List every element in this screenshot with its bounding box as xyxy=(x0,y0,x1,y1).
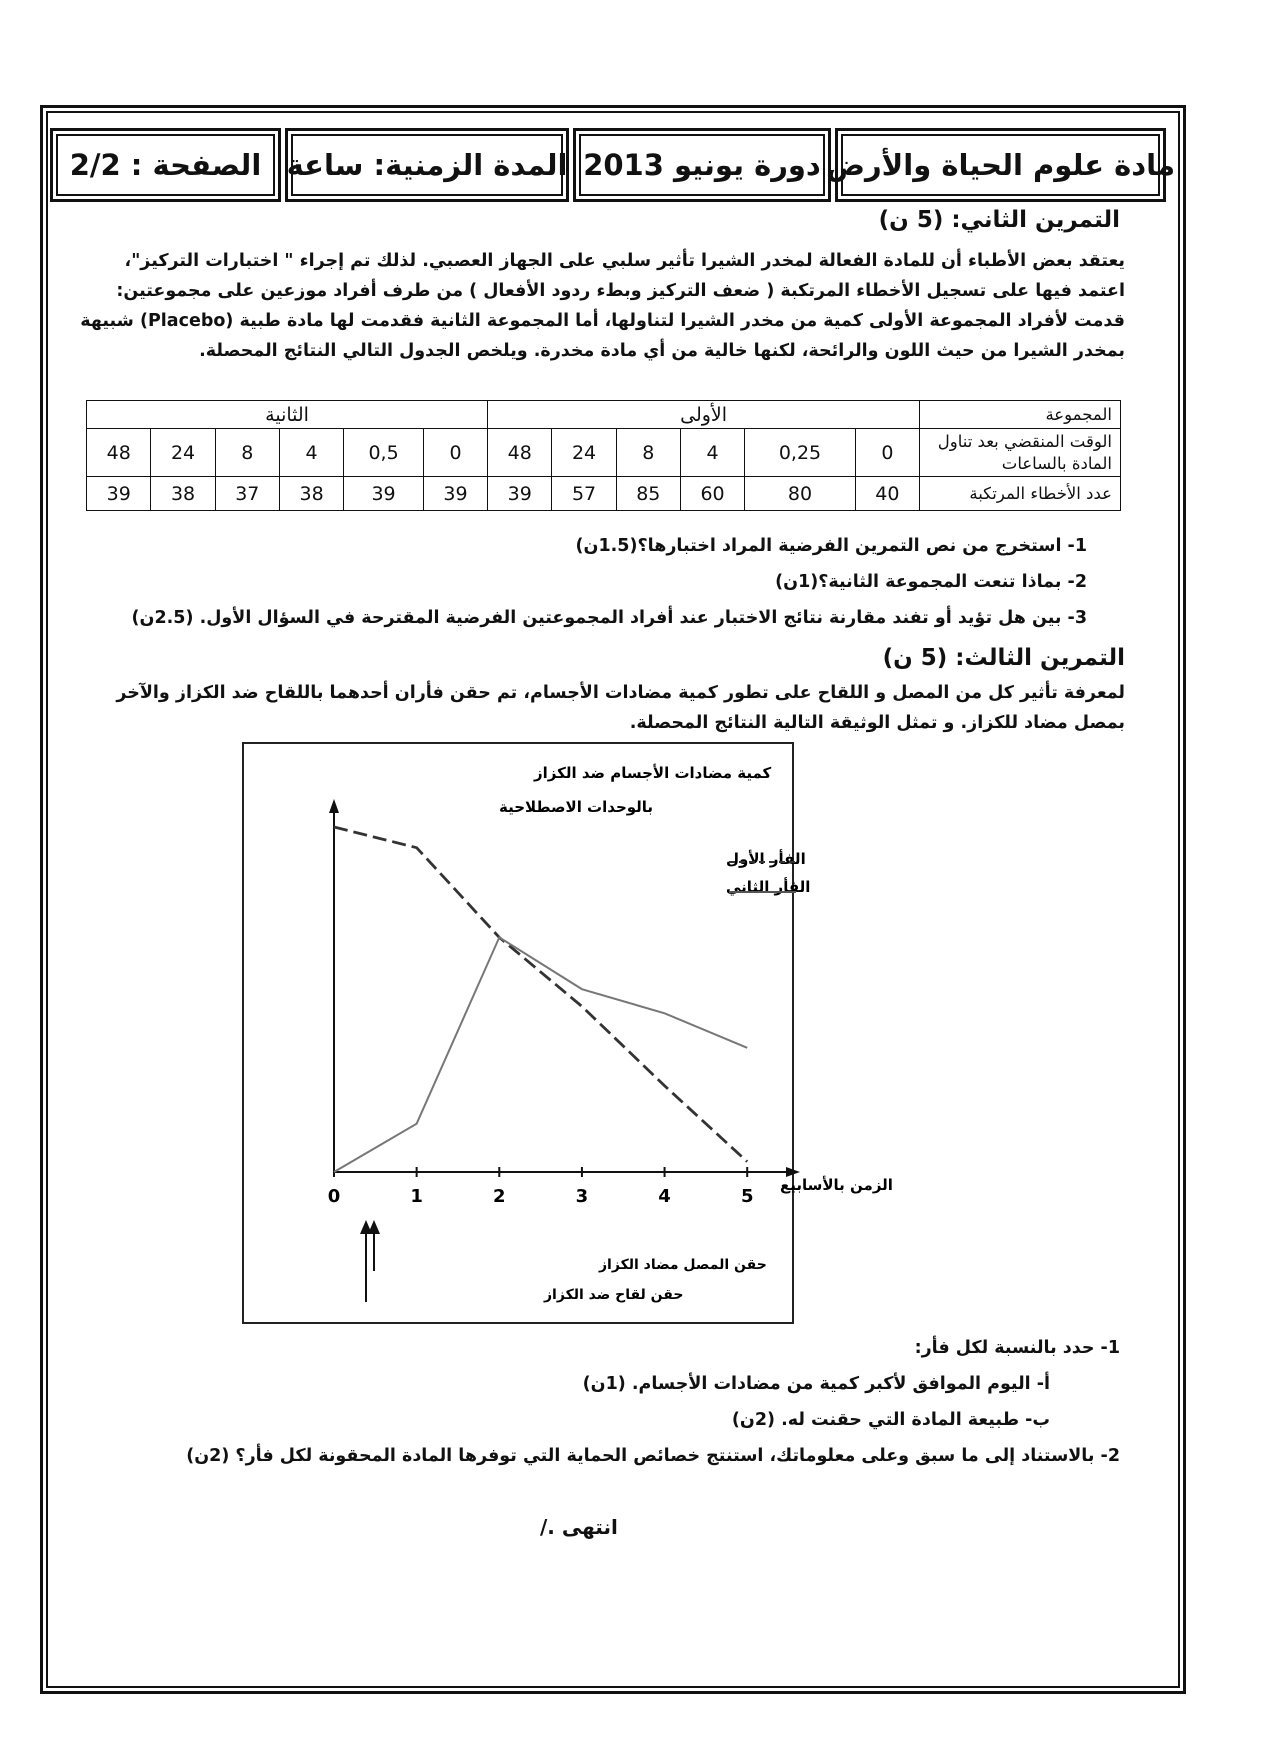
time-cell: 8 xyxy=(616,429,680,477)
exercise2-title: التمرين الثاني: (5 ن) xyxy=(878,207,1120,233)
group2-label: الثانية xyxy=(87,401,488,429)
time-cell: 0 xyxy=(855,429,919,477)
annotation-serum: حقن المصل مضاد الكزاز xyxy=(599,1257,767,1273)
antibody-chart xyxy=(242,742,893,1324)
time-cell: 48 xyxy=(87,429,151,477)
x-tick-label: 1 xyxy=(410,1186,423,1207)
exercise3-line: بمصل مضاد للكزاز. و تمثل الوثيقة التالية النتائج المحصلة. xyxy=(629,713,1125,733)
subject-box xyxy=(825,128,1176,202)
time-cell: 0,5 xyxy=(344,429,424,477)
exercise2-question-3: 3- بين هل تؤيد أو تفند مقارنة نتائج الاختبار عند أفراد المجموعتين الفرضية المقترحة في السؤال الأول. (2.5ن) xyxy=(131,608,1087,628)
errors-cell: 39 xyxy=(423,477,487,511)
table-row xyxy=(87,429,1121,477)
y-axis-label: كمية مضادات الأجسام ضد الكزاز xyxy=(534,764,772,782)
exercise3-question-1b: ب- طبيعة المادة التي حقنت له. (2ن) xyxy=(731,1410,1050,1430)
x-tick-label: 5 xyxy=(740,1186,754,1207)
errors-cell: 38 xyxy=(279,477,343,511)
time-cell: 48 xyxy=(488,429,552,477)
y-axis-arrowhead xyxy=(329,799,339,813)
time-cell: 8 xyxy=(215,429,279,477)
x-tick-label: 4 xyxy=(658,1186,671,1207)
table-row xyxy=(87,477,1121,511)
errors-cell: 37 xyxy=(215,477,279,511)
exercise2-line: بمخدر الشيرا من حيث اللون والرائحة، لكنها خالية من أي مادة مخدرة. ويلخص الجدول التالي النتائج المحصلة. xyxy=(199,341,1125,361)
errors-cell: 57 xyxy=(552,477,616,511)
x-tick-label: 0 xyxy=(327,1186,341,1207)
x-tick-label: 2 xyxy=(493,1186,506,1207)
exercise3-question-1: 1- حدد بالنسبة لكل فأر: xyxy=(914,1338,1120,1358)
time-cell: 24 xyxy=(151,429,215,477)
results-table xyxy=(86,400,1121,511)
errors-cell: 80 xyxy=(745,477,856,511)
x-tick-label: 3 xyxy=(575,1186,589,1207)
chart-svg xyxy=(244,744,893,1322)
time-cell: 0,25 xyxy=(745,429,856,477)
exercise3-question-1a: أ- اليوم الموافق لأكبر كمية من مضادات الأجسام. (1ن) xyxy=(582,1374,1050,1394)
subject: مادة علوم الحياة والأرض xyxy=(825,148,1176,182)
table-row xyxy=(87,401,1121,429)
errors-cell: 40 xyxy=(855,477,919,511)
errors-cell: 39 xyxy=(488,477,552,511)
legend-label: الفأر الثاني xyxy=(726,878,811,896)
exercise3-text xyxy=(75,678,1125,738)
time-cell: 24 xyxy=(552,429,616,477)
duration-box xyxy=(285,128,569,202)
exercise3-title: التمرين الثالث: (5 ن) xyxy=(882,645,1125,671)
exercise2-line: قدمت لأفراد المجموعة الأولى كمية من مخدر الشيرا لتناولها، أما المجموعة الثانية فقدمت لها مادة طبية (Placebo) شبيهة xyxy=(80,311,1125,331)
exercise2-line: اعتمد فيها على تسجيل الأخطاء المرتكبة ( ضعف التركيز وبطء ردود الأفعال ) من طرف أفراد موزعين على مجموعتين: xyxy=(116,281,1125,301)
page-number-box xyxy=(50,128,281,202)
exercise3-line: لمعرفة تأثير كل من المصل و اللقاح على تطور كمية مضادات الأجسام، تم حقن فأران أحدهما باللقاح ضد الكزاز والآخر xyxy=(116,683,1125,703)
time-cell: 4 xyxy=(680,429,744,477)
time-label: الوقت المنقضي بعد تناول المادة بالساعات xyxy=(920,429,1121,477)
errors-cell: 60 xyxy=(680,477,744,511)
errors-label: عدد الأخطاء المرتكبة xyxy=(920,477,1121,511)
annotation-vaccine: حقن لقاح ضد الكزاز xyxy=(544,1287,684,1303)
series-line-mouse-1 xyxy=(334,827,747,1162)
serum-arrowhead xyxy=(368,1220,380,1234)
y-axis-label-units: بالوحدات الاصطلاحية xyxy=(499,798,654,816)
errors-cell: 39 xyxy=(87,477,151,511)
exercise2-text xyxy=(75,246,1125,366)
session: دورة يونيو 2013 xyxy=(583,148,821,182)
page-number: الصفحة : 2/2 xyxy=(69,148,262,182)
exercise2-line: يعتقد بعض الأطباء أن للمادة الفعالة لمخدر الشيرا تأثير سلبي على الجهاز العصبي. لذلك تم إجراء " اختبارات التركيز"، xyxy=(124,251,1125,271)
legend-label: الفأر الأول xyxy=(726,850,806,868)
duration: المدة الزمنية: ساعة xyxy=(286,148,568,182)
end-text: انتهى ./ xyxy=(540,1515,618,1539)
time-cell: 0 xyxy=(423,429,487,477)
errors-cell: 39 xyxy=(344,477,424,511)
errors-cell: 38 xyxy=(151,477,215,511)
group1-label: الأولى xyxy=(488,401,920,429)
errors-cell: 85 xyxy=(616,477,680,511)
exercise2-question-2: 2- بماذا تنعت المجموعة الثانية؟(1ن) xyxy=(775,572,1087,592)
session-box xyxy=(573,128,831,202)
exercise3-question-2: 2- بالاستناد إلى ما سبق وعلى معلوماتك، استنتج خصائص الحماية التي توفرها المادة المحقونة لكل فأر؟ (2ن) xyxy=(186,1446,1120,1466)
x-axis-label: الزمن بالأسابيع xyxy=(780,1176,893,1194)
time-cell: 4 xyxy=(279,429,343,477)
exercise2-question-1: 1- استخرج من نص التمرين الفرضية المراد اختبارها؟(1.5ن) xyxy=(575,536,1087,556)
group-label: المجموعة xyxy=(920,401,1121,429)
